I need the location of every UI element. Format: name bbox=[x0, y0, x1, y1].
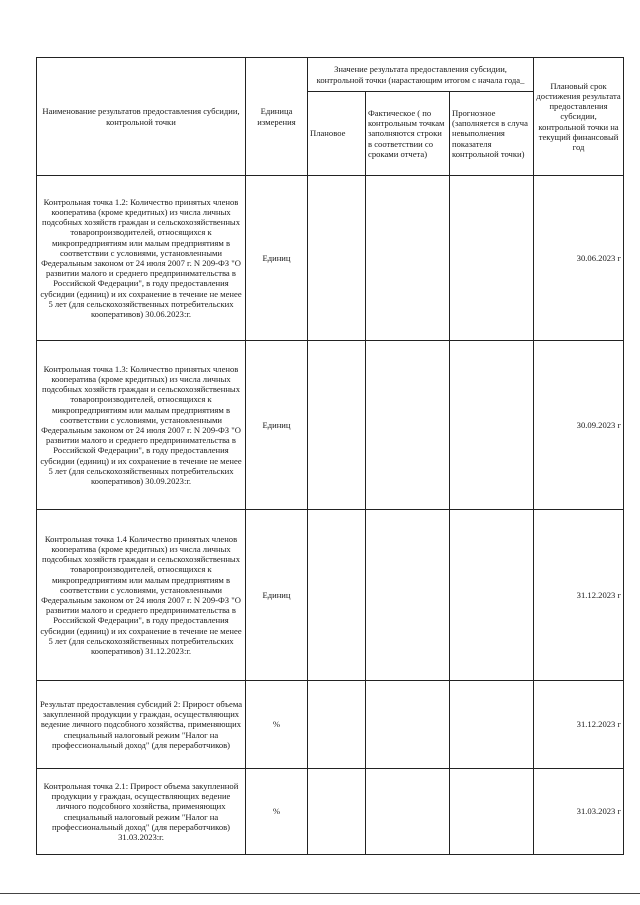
row-planned bbox=[308, 176, 366, 341]
table-row bbox=[37, 769, 624, 855]
row-name: Результат предоставления субсидий 2: Прирост объема закупленной продукции у граждан, осуществляющих ведение личного подсобного хозяйства, применяющих специальный налоговый режим "Налог на профессиональный доход" (для переработчиков) bbox=[37, 681, 246, 769]
header-planned: Плановое bbox=[308, 92, 366, 176]
table-row bbox=[37, 510, 624, 681]
header-forecast: Прогнозное (заполняется в случа невыполнения показателя контрольной точки) bbox=[450, 92, 534, 176]
row-actual bbox=[366, 510, 450, 681]
header-name: Наименование результатов предоставления субсидии, контрольной точки bbox=[37, 58, 246, 176]
row-planned bbox=[308, 341, 366, 510]
row-actual bbox=[366, 769, 450, 855]
row-unit: Единиц bbox=[246, 341, 308, 510]
row-deadline: 31.12.2023 г bbox=[534, 510, 624, 681]
row-unit: % bbox=[246, 769, 308, 855]
row-name: Контрольная точка 1.3: Количество принятых членов кооператива (кроме кредитных) из числа личных подсобных хозяйств граждан и сельскохозяйственных товаропроизводителей, относящихся к микропредприятиям или малым предприятиям в соответствии с условиями, установленными Федеральным законом от 24 июля 2007 г. N 209-ФЗ "О развитии малого и среднего предпринимательства в Российской Федерации", в году предоставления субсидии (единиц) и их сохранение в течение не менее 5 лет (для сельскохозяйственных потребительских кооперативов) 30.09.2023:г. bbox=[37, 341, 246, 510]
header-value-group: Значение результата предоставления субсидии, контрольной точки (нарастающим итогом с начала года_ bbox=[308, 58, 534, 92]
row-deadline: 31.12.2023 г bbox=[534, 681, 624, 769]
row-forecast bbox=[450, 681, 534, 769]
header-row-1 bbox=[37, 58, 624, 92]
row-planned bbox=[308, 681, 366, 769]
table-row bbox=[37, 341, 624, 510]
row-forecast bbox=[450, 510, 534, 681]
header-unit: Единица измерения bbox=[246, 58, 308, 176]
row-planned bbox=[308, 769, 366, 855]
table-row bbox=[37, 681, 624, 769]
row-unit: Единиц bbox=[246, 510, 308, 681]
row-unit: % bbox=[246, 681, 308, 769]
table-row bbox=[37, 176, 624, 341]
row-name: Контрольная точка 2.1: Прирост объема закупленной продукции у граждан, осуществляющих ведение личного подсобного хозяйства, применяющих специальный налоговый режим "Налог на профессиональный доход" (для переработчиков) 31.03.2023:г. bbox=[37, 769, 246, 855]
row-deadline: 30.06.2023 г bbox=[534, 176, 624, 341]
row-unit: Единиц bbox=[246, 176, 308, 341]
header-deadline: Плановый срок достижения результата предоставления субсидии, контрольной точки на текущий финансовый год bbox=[534, 58, 624, 176]
header-actual: Фактическое ( по контрольным точкам заполняются строки в соответствии со сроками отчета) bbox=[366, 92, 450, 176]
row-name: Контрольная точка 1.4 Количество принятых членов кооператива (кроме кредитных) из числа личных подсобных хозяйств граждан и сельскохозяйственных товаропроизводителей, относящихся к микропредприятиям или малым предприятиям в соответствии с условиями, установленными Федеральным законом от 24 июля 2007 г. N 209-ФЗ "О развитии малого и среднего предпринимательства в Российской Федерации", в году предоставления субсидии (единиц) и их сохранение в течение не менее 5 лет (для сельскохозяйственных потребительских кооперативов) 31.12.2023:г. bbox=[37, 510, 246, 681]
row-actual bbox=[366, 341, 450, 510]
row-forecast bbox=[450, 176, 534, 341]
row-actual bbox=[366, 176, 450, 341]
results-table bbox=[36, 57, 624, 855]
row-forecast bbox=[450, 341, 534, 510]
row-deadline: 31.03.2023 г bbox=[534, 769, 624, 855]
row-planned bbox=[308, 510, 366, 681]
row-actual bbox=[366, 681, 450, 769]
row-name: Контрольная точка 1.2: Количество принятых членов кооператива (кроме кредитных) из числа личных подсобных хозяйств граждан и сельскохозяйственных товаропроизводителей, относящихся к микропредприятиям или малым предприятиям в соответствии с условиями, установленными Федеральным законом от 24 июля 2007 г. N 209-ФЗ "О развитии малого и среднего предпринимательства в Российской Федерации", в году предоставления субсидии (единиц) и их сохранение в течение не менее 5 лет (для сельскохозяйственных потребительских кооперативов) 30.06.2023:г. bbox=[37, 176, 246, 341]
page-bottom-rule bbox=[0, 893, 640, 894]
row-forecast bbox=[450, 769, 534, 855]
row-deadline: 30.09.2023 г bbox=[534, 341, 624, 510]
